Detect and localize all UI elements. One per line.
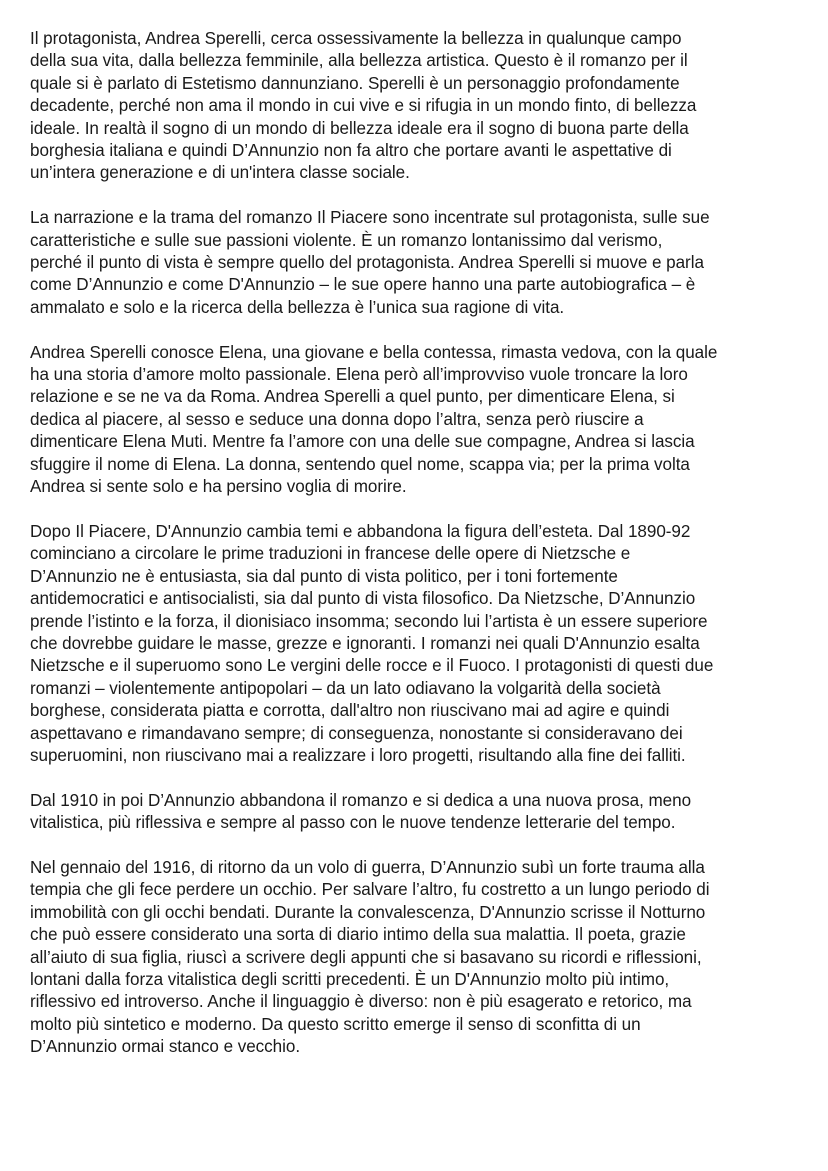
text-line: caratteristiche e sulle sue passioni violente. È un romanzo lontanissimo dal verismo, [30,230,663,250]
text-line: D’Annunzio ormai stanco e vecchio. [30,1037,301,1057]
text-line: prende l’istinto e la forza, il dionisiaco insomma; secondo lui l’artista è un essere superiore [30,611,708,631]
text-line: sfuggire il nome di Elena. La donna, sentendo quel nome, scappa via; per la prima volta [30,454,690,474]
text-line: Andrea si sente solo e ha persino voglia di morire. [30,477,407,497]
text-line: perché il punto di vista è sempre quello del protagonista. Andrea Sperelli si muove e parla [30,253,704,273]
text-line: Andrea Sperelli conosce Elena, una giovane e bella contessa, rimasta vedova, con la quale [30,342,718,362]
text-line: aspettavano e rimandavano sempre; di conseguenza, nonostante si consideravano dei [30,723,683,743]
document-body [30,28,800,1081]
text-line: Il protagonista, Andrea Sperelli, cerca ossessivamente la bellezza in qualunque campo [30,29,682,48]
text-line: ammalato e solo e la ricerca della bellezza è l’unica sua ragione di vita. [30,297,565,317]
paragraph-protagonist [30,28,800,185]
text-line: che può essere considerato una sorta di diario intimo della sua malattia. Il poeta, grazie [30,925,686,945]
paragraph-elena [30,342,800,499]
text-line: romanzi – violentemente antipopolari – da un lato odiavano la volgarità della società [30,678,661,698]
text-line: un’intera generazione e di un'intera classe sociale. [30,163,410,183]
text-line: come D’Annunzio e come D'Annunzio – le sue opere hanno una parte autobiografica – è [30,275,696,295]
text-line: Dal 1910 in poi D’Annunzio abbandona il romanzo e si dedica a una nuova prosa, meno [30,790,692,810]
text-line: borghese, considerata piatta e corrotta, dall'altro non riuscivano mai ad agire e quindi [30,701,670,721]
text-line: dimenticare Elena Muti. Mentre fa l’amore con una delle sue compagne, Andrea si lascia [30,432,695,452]
text-line: dedica al piacere, al sesso e seduce una donna dopo l’altra, senza però riuscire a [30,409,644,429]
text-line: Dopo Il Piacere, D'Annunzio cambia temi e abbandona la figura dell’esteta. Dal 1890-92 [30,521,691,541]
paragraph-1910 [30,790,800,835]
paragraph-nietzsche [30,521,800,767]
text-line: della sua vita, dalla bellezza femminile, alla bellezza artistica. Questo è il romanzo per il [30,51,688,71]
text-line: tempia che gli fece perdere un occhio. Per salvare l’altro, fu costretto a un lungo periodo di [30,880,710,900]
text-line: borghesia italiana e quindi D’Annunzio non fa altro che portare avanti le aspettative di [30,141,672,161]
text-line: Nel gennaio del 1916, di ritorno da un volo di guerra, D’Annunzio subì un forte trauma alla [30,857,705,877]
text-line: D’Annunzio ne è entusiasta, sia dal punto di vista politico, per i toni fortemente [30,566,618,586]
text-line: molto più sintetico e moderno. Da questo scritto emerge il senso di sconfitta di un [30,1014,641,1034]
text-line: antidemocratici e antisocialisti, sia dal punto di vista filosofico. Da Nietzsche, D’Annunzio [30,589,696,609]
paragraph-narrative [30,207,800,319]
text-line: Nietzsche e il superuomo sono Le vergini delle rocce e il Fuoco. I protagonisti di questi due [30,656,714,676]
text-line: lontani dalla forza vitalistica degli scritti precedenti. È un D'Annunzio molto più intimo, [30,969,670,989]
text-line: superuomini, non riuscivano mai a realizzare i loro progetti, risultando alla fine dei falliti. [30,745,686,765]
text-line: ideale. In realtà il sogno di un mondo di bellezza ideale era il sogno di buona parte della [30,118,689,138]
text-line: vitalistica, più riflessiva e sempre al passo con le nuove tendenze letterarie del tempo. [30,813,676,833]
paragraph-notturno [30,857,800,1059]
text-line: riflessivo ed introverso. Anche il linguaggio è diverso: non è più esagerato e retorico, ma [30,992,692,1012]
text-line: La narrazione e la trama del romanzo Il Piacere sono incentrate sul protagonista, sulle sue [30,208,710,228]
text-line: ha una storia d’amore molto passionale. Elena però all’improvviso vuole troncare la loro [30,365,688,385]
text-line: all’aiuto di sua figlia, riuscì a scrivere degli appunti che si basavano su ricordi e riflessioni, [30,947,702,967]
text-line: quale si è parlato di Estetismo dannunziano. Sperelli è un personaggio profondamente [30,73,680,93]
text-line: relazione e se ne va da Roma. Andrea Sperelli a quel punto, per dimenticare Elena, si [30,387,675,407]
text-line: cominciano a circolare le prime traduzioni in francese delle opere di Nietzsche e [30,544,631,564]
text-line: decadente, perché non ama il mondo in cui vive e si rifugia in un mondo finto, di bellezza [30,96,697,116]
text-line: che dovrebbe guidare le masse, grezze e ignoranti. I romanzi nei quali D'Annunzio esalta [30,633,700,653]
text-line: immobilità con gli occhi bendati. Durante la convalescenza, D'Annunzio scrisse il Notturno [30,902,706,922]
